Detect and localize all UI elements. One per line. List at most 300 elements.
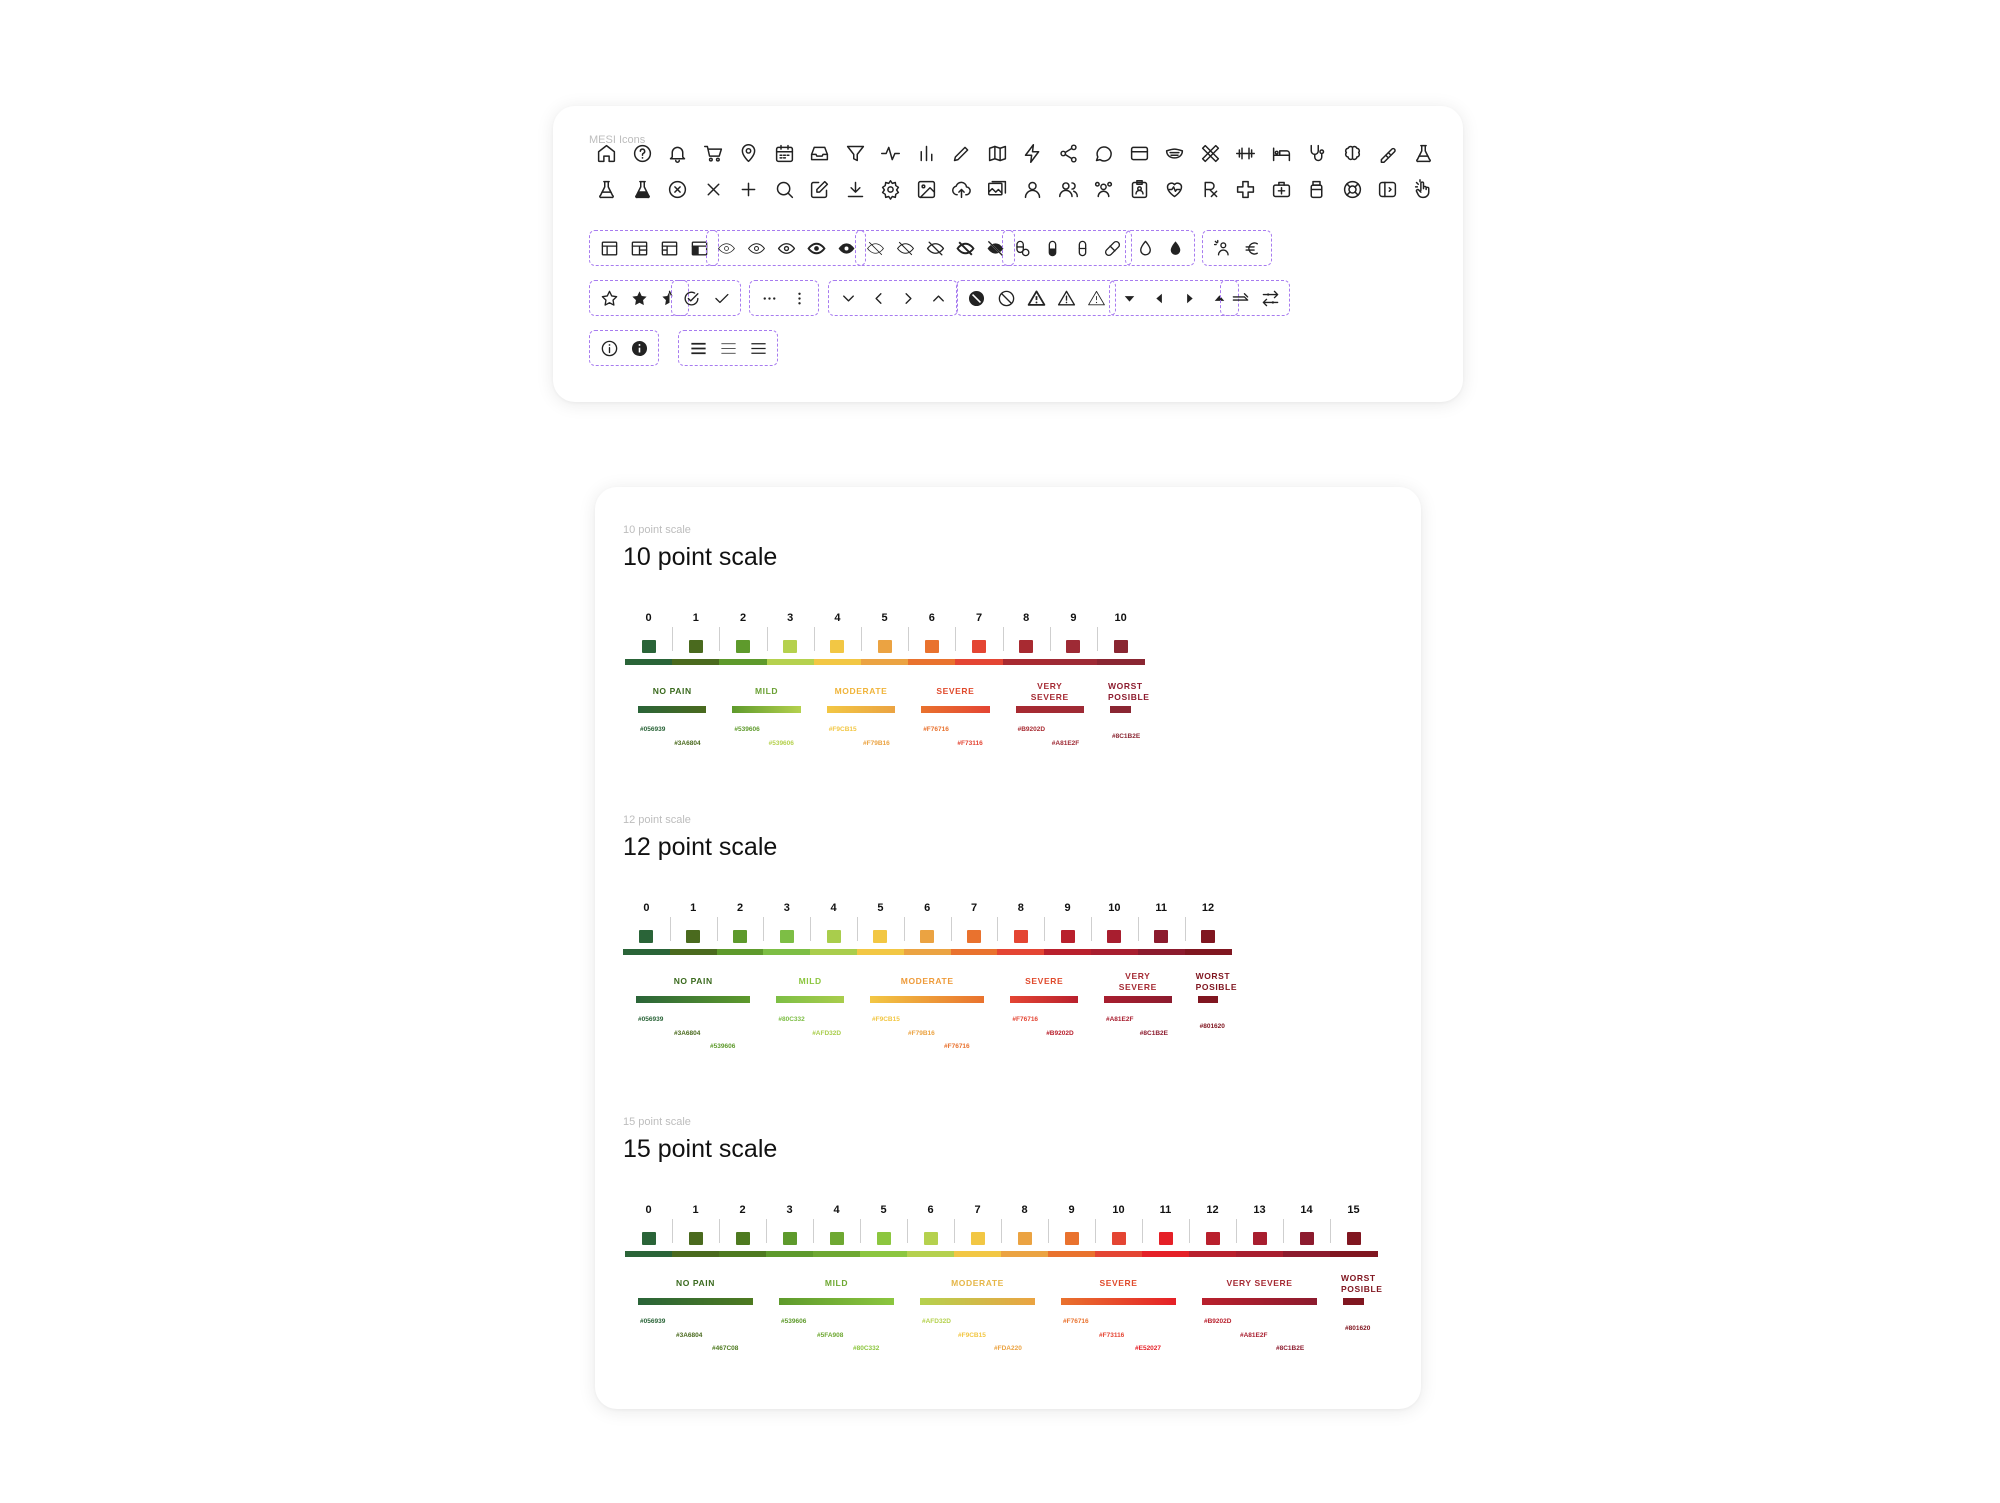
scale-bar-segment [766, 1251, 814, 1257]
scale-category-bar [1010, 996, 1078, 1003]
scale-bar-segment [719, 659, 767, 665]
scale-category-label: VERY SEVERE [1118, 971, 1157, 992]
beaker-filled-icon [625, 174, 661, 204]
scale-hex-code: #056939 [638, 1016, 664, 1023]
eye-thin-icon [711, 233, 741, 263]
star-outline-icon [594, 283, 624, 313]
scale-bar-segment [672, 659, 720, 665]
scale-bar-segment [1044, 949, 1091, 955]
heart-monitor-icon [1157, 174, 1193, 204]
edit-icon [802, 174, 838, 204]
scale-color-swatch[interactable] [780, 930, 794, 943]
calendar-icon [767, 138, 803, 168]
credit-card-icon [1122, 138, 1158, 168]
scale-hex-code: #80C332 [778, 1016, 805, 1023]
scale-point-label: 7 [974, 1204, 981, 1216]
scale-point-label: 9 [1070, 612, 1077, 624]
scale-hex-code: #F79B16 [863, 739, 890, 747]
scale-bar-segment [813, 1251, 861, 1257]
scale-point-label: 2 [736, 902, 744, 914]
scale-category-label: SEVERE [1099, 1278, 1138, 1288]
scale-hex-code: #539606 [734, 726, 760, 733]
scale-color-swatch[interactable] [1061, 930, 1075, 943]
scale-hex-code: #A81E2F [1051, 739, 1080, 747]
scale-color-swatch[interactable] [1066, 640, 1080, 653]
scale-bar-segment [1001, 1251, 1049, 1257]
first-aid-kit-icon [1264, 174, 1300, 204]
scale-divider [1050, 627, 1051, 651]
scale-point-label: 8 [1021, 1204, 1028, 1216]
scale-divider [719, 627, 720, 651]
scale-divider [1185, 917, 1186, 941]
scale-point-label: 8 [1023, 612, 1030, 624]
check-circle-icon [676, 283, 706, 313]
scale-divider [1283, 1219, 1284, 1243]
scale-hex-code: #AFD32D [812, 1029, 842, 1037]
scale-color-swatch[interactable] [689, 1232, 703, 1245]
scale-category-bar [636, 996, 750, 1003]
eye-off-group [855, 230, 1015, 266]
scale-color-swatch[interactable] [877, 1232, 891, 1245]
scale-divider [997, 917, 998, 941]
scale-divider [717, 917, 718, 941]
scale-hex-code: #467C08 [712, 1345, 739, 1352]
toggle-panel-icon [1370, 174, 1406, 204]
scale-color-swatch[interactable] [733, 930, 747, 943]
scale-point-label: 4 [834, 612, 841, 624]
user-group-icon [1086, 174, 1122, 204]
scale-divider [766, 1219, 767, 1243]
layout-1-icon [594, 233, 624, 263]
scale-color-swatch[interactable] [830, 640, 844, 653]
caret-down-icon [1114, 283, 1144, 313]
scale-divider [1095, 1219, 1096, 1243]
scale-hex-code: #F9CB15 [958, 1331, 986, 1339]
chevron-group [828, 280, 958, 316]
scale-hex-code: #F9CB15 [872, 1016, 900, 1023]
scale-category-bar [1343, 1298, 1364, 1305]
scale-point-label: 10 [1112, 1204, 1125, 1216]
scale-divider [814, 627, 815, 651]
scale-divider [763, 917, 764, 941]
settings-icon [873, 174, 909, 204]
scale-color-swatch[interactable] [1107, 930, 1121, 943]
scale-hex-code: #539606 [768, 739, 794, 747]
scale-bar-segment [1330, 1251, 1378, 1257]
scale-point-label: 9 [1068, 1204, 1075, 1216]
scale-bar-segment [860, 1251, 908, 1257]
scale-title: 15 point scale [623, 1135, 778, 1163]
id-badge-icon [1122, 174, 1158, 204]
scale-point-label: 11 [1159, 1204, 1172, 1216]
drop-filled-icon [1160, 233, 1190, 263]
chevron-down-icon [833, 283, 863, 313]
users-icon [1051, 174, 1087, 204]
scale-bar-segment [1138, 949, 1185, 955]
scale-point-label: 2 [739, 612, 747, 624]
scale-point-label: 3 [783, 902, 790, 914]
scale-color-swatch[interactable] [830, 1232, 844, 1245]
scale-bar-segment [767, 659, 815, 665]
scale-point-label: 6 [928, 612, 935, 624]
scale-bar-segment [904, 949, 951, 955]
scale-category-bar [638, 1298, 753, 1305]
menu-group [678, 330, 778, 366]
scale-category-label: VERY SEVERE [1226, 1278, 1293, 1288]
scale-color-swatch[interactable] [971, 1232, 985, 1245]
bed-icon [1264, 138, 1300, 168]
scale-divider [861, 627, 862, 651]
scale-divider [951, 917, 952, 941]
scale-color-swatch[interactable] [1019, 640, 1033, 653]
scale-point-label: 13 [1253, 1204, 1266, 1216]
upload-cloud-icon [944, 174, 980, 204]
scale-title: 10 point scale [623, 543, 778, 571]
menu-light-icon [713, 333, 743, 363]
scale-category-label: MODERATE [900, 976, 954, 986]
scale-color-swatch[interactable] [1014, 930, 1028, 943]
scale-hex-code: #3A6804 [676, 1331, 703, 1339]
stethoscope-icon [1299, 138, 1335, 168]
chevron-left-icon [863, 283, 893, 313]
scale-color-swatch[interactable] [1114, 640, 1128, 653]
medical-cross-icon [1228, 174, 1264, 204]
scale-color-swatch[interactable] [639, 930, 653, 943]
scale-bar-segment [672, 1251, 720, 1257]
scale-color-swatch[interactable] [924, 1232, 938, 1245]
scale-divider [672, 1219, 673, 1243]
scale-hex-code: #F73116 [1099, 1331, 1125, 1339]
scale-bar-segment [625, 659, 673, 665]
info-filled-icon [624, 333, 654, 363]
scale-divider [857, 917, 858, 941]
search-icon [767, 174, 803, 204]
scale-hex-code: #F76716 [1012, 1016, 1039, 1023]
scale-caption: 12 point scale [623, 814, 691, 826]
scale-caption: 10 point scale [623, 524, 691, 536]
scale-point-label: 4 [833, 1204, 840, 1216]
scale-hex-code: #A81E2F [1106, 1016, 1134, 1023]
scale-point-label: 11 [1155, 902, 1167, 914]
map-icon [980, 138, 1016, 168]
scale-color-swatch[interactable] [689, 640, 703, 653]
scale-category-label: SEVERE [1025, 976, 1064, 986]
chevron-up-icon [923, 283, 953, 313]
scale-bar-segment [717, 949, 764, 955]
pills-icon [1007, 233, 1037, 263]
scale-hex-code: #801620 [1199, 1023, 1225, 1030]
scale-category-bar [827, 706, 895, 713]
arrows-group [1220, 280, 1290, 316]
info-group [589, 330, 659, 366]
scale-color-swatch[interactable] [1253, 1232, 1267, 1245]
scale-category-bar [776, 996, 844, 1003]
scale-bar-segment [810, 949, 857, 955]
scale-point-label: 15 [1347, 1204, 1360, 1216]
layout-3-icon [654, 233, 684, 263]
scale-hex-code: #FDA220 [994, 1345, 1022, 1352]
scale-color-swatch[interactable] [878, 640, 892, 653]
scale-hex-code: #8C1B2E [1112, 733, 1141, 740]
scale-divider [1048, 1219, 1049, 1243]
scale-bar-segment [1095, 1251, 1143, 1257]
scale-point-label: 6 [924, 902, 931, 914]
map-pin-icon [731, 138, 767, 168]
scale-divider [1003, 627, 1004, 651]
pen-icon [944, 138, 980, 168]
scale-category-label: WORST POSIBLE [1195, 971, 1238, 992]
scale-category-bar [920, 1298, 1035, 1305]
scale-divider [1236, 1219, 1237, 1243]
scale-divider [719, 1219, 720, 1243]
scale-hex-code: #F73116 [957, 739, 983, 747]
hand-pointer-icon [1406, 174, 1442, 204]
scale-bar-segment [997, 949, 1044, 955]
scale-hex-code: #056939 [640, 726, 666, 733]
scale-hex-code: #8C1B2E [1276, 1345, 1305, 1352]
drop-group [1125, 230, 1195, 266]
check-group [671, 280, 741, 316]
cart-icon [696, 138, 732, 168]
scale-divider [810, 917, 811, 941]
scale-bar-segment [861, 659, 909, 665]
scale-point-label: 12 [1201, 902, 1215, 914]
scale-color-swatch[interactable] [972, 640, 986, 653]
scale-category-label: MILD [824, 1278, 849, 1288]
pill-diagonal-icon [1097, 233, 1127, 263]
scale-category-bar [779, 1298, 894, 1305]
scale-category-label: NO PAIN [652, 686, 692, 696]
scale-category-bar [638, 706, 706, 713]
scale-divider [1044, 917, 1045, 941]
scale-divider [860, 1219, 861, 1243]
scale-divider [1142, 1219, 1143, 1243]
more-group [749, 280, 819, 316]
transfer-icon [1255, 283, 1285, 313]
scale-point-label: 0 [645, 612, 652, 624]
icons-card-caption: MESI Icons [589, 134, 646, 146]
person-sparkle-icon [1207, 233, 1237, 263]
icon-row-2 [589, 174, 1441, 204]
share-icon [1051, 138, 1087, 168]
scale-bar-segment [719, 1251, 767, 1257]
scale-point-label: 0 [643, 902, 650, 914]
eye-bold-icon [801, 233, 831, 263]
warning-light-icon [1081, 283, 1111, 313]
icons-card [553, 106, 1463, 402]
scale-hex-code: #E52027 [1135, 1345, 1162, 1352]
scale-hex-code: #539606 [710, 1043, 736, 1050]
scale-color-swatch[interactable] [873, 930, 887, 943]
scale-divider [1097, 627, 1098, 651]
scale-divider [954, 1219, 955, 1243]
scale-point-label: 3 [787, 612, 794, 624]
scale-point-label: 0 [645, 1204, 652, 1216]
scale-bar-segment [1003, 659, 1051, 665]
scale-category-bar [1016, 706, 1084, 713]
scale-divider [813, 1219, 814, 1243]
scale-hex-code: #539606 [781, 1318, 807, 1325]
scale-color-swatch[interactable] [827, 930, 841, 943]
medicine-bottle-icon [1299, 174, 1335, 204]
scale-category-label: NO PAIN [673, 976, 713, 986]
scale-hex-code: #8C1B2E [1139, 1029, 1168, 1037]
scale-bar-segment [623, 949, 670, 955]
scale-hex-code: #F9CB15 [828, 726, 857, 733]
thermometer-icon [1370, 138, 1406, 168]
scale-color-swatch[interactable] [1201, 930, 1215, 943]
scale-bar-segment [908, 659, 956, 665]
scale-divider [672, 627, 673, 651]
dumbbell-icon [1228, 138, 1264, 168]
capsule-filled-icon [1037, 233, 1067, 263]
eye-off-light-icon [890, 233, 920, 263]
prescription-icon [1193, 174, 1229, 204]
scale-point-label: 9 [1064, 902, 1071, 914]
scale-point-label: 10 [1108, 902, 1121, 914]
scale-color-swatch[interactable] [642, 640, 656, 653]
mask-icon [1157, 138, 1193, 168]
menu-bold-icon [683, 333, 713, 363]
scale-category-bar [921, 706, 989, 713]
misc-group [1202, 230, 1272, 266]
scale-category-bar [870, 996, 984, 1003]
scale-color-swatch[interactable] [1112, 1232, 1126, 1245]
message-circle-icon [1086, 138, 1122, 168]
scale-category-label: MODERATE [834, 686, 888, 696]
eye-group [706, 230, 866, 266]
caret-right-icon [1174, 283, 1204, 313]
scale-bar-segment [763, 949, 810, 955]
download-icon [838, 174, 874, 204]
scale-color-swatch[interactable] [1347, 1232, 1361, 1245]
scale-hex-code: #F76716 [1063, 1318, 1089, 1325]
scale-hex-code: #801620 [1345, 1325, 1371, 1332]
scale-divider [1091, 917, 1092, 941]
scale-color-swatch[interactable] [783, 1232, 797, 1245]
scale-category-bar [1104, 996, 1172, 1003]
scale-category-label: SEVERE [936, 686, 975, 696]
scale-bar-segment [951, 949, 998, 955]
scale-point-label: 2 [739, 1204, 746, 1216]
pill-group [1002, 230, 1132, 266]
layout-2-icon [624, 233, 654, 263]
block-outline-icon [991, 283, 1021, 313]
scale-category-label: WORST POSIBLE [1341, 1273, 1383, 1294]
scale-point-label: 10 [1114, 612, 1127, 624]
scale-color-swatch[interactable] [1065, 1232, 1079, 1245]
scale-bar-segment [1283, 1251, 1331, 1257]
image-icon [909, 174, 945, 204]
scale-hex-code: #3A6804 [674, 1029, 701, 1037]
scale-color-swatch[interactable] [686, 930, 700, 943]
scale-color-swatch[interactable] [1154, 930, 1168, 943]
scale-divider [904, 917, 905, 941]
more-horizontal-icon [754, 283, 784, 313]
close-icon [696, 174, 732, 204]
bell-icon [660, 138, 696, 168]
chevron-right-icon [893, 283, 923, 313]
scale-bar-segment [670, 949, 717, 955]
scale-color-swatch[interactable] [967, 930, 981, 943]
warning-bold-icon [1021, 283, 1051, 313]
scale-hex-code: #056939 [640, 1318, 666, 1325]
scale-color-swatch[interactable] [925, 640, 939, 653]
scale-color-swatch[interactable] [920, 930, 934, 943]
star-filled-icon [624, 283, 654, 313]
scale-category-label: MILD [754, 686, 779, 696]
block-filled-icon [961, 283, 991, 313]
scale-color-swatch[interactable] [1206, 1232, 1220, 1245]
scale-bar-segment [857, 949, 904, 955]
scale-point-label: 1 [690, 902, 697, 914]
scale-point-label: 14 [1300, 1204, 1313, 1216]
scale-color-swatch[interactable] [783, 640, 797, 653]
scale-category-label: MILD [798, 976, 822, 986]
scale-color-swatch[interactable] [1159, 1232, 1173, 1245]
beaker-outline-icon [589, 174, 625, 204]
drop-outline-icon [1130, 233, 1160, 263]
caret-left-icon [1144, 283, 1174, 313]
scale-hex-code: #F79B16 [908, 1029, 935, 1037]
scale-point-label: 6 [927, 1204, 934, 1216]
scale-category-label: VERY SEVERE [1030, 681, 1069, 702]
scale-bar-segment [955, 659, 1003, 665]
scale-color-swatch[interactable] [642, 1232, 656, 1245]
scale-hex-code: #F76716 [923, 726, 949, 733]
bandage-icon [1193, 138, 1229, 168]
more-vertical-icon [784, 283, 814, 313]
home-icon [589, 138, 625, 168]
scale-hex-code: #3A6804 [674, 739, 701, 747]
scale-bar-segment [625, 1251, 673, 1257]
scale-bar-segment [1185, 949, 1232, 955]
scale-divider [670, 917, 671, 941]
close-circle-icon [660, 174, 696, 204]
scale-point-label: 1 [692, 612, 699, 624]
inbox-icon [802, 138, 838, 168]
scale-caption: 15 point scale [623, 1116, 691, 1128]
scale-category-bar [1061, 1298, 1176, 1305]
euro-icon [1237, 233, 1267, 263]
menu-regular-icon [743, 333, 773, 363]
scale-point-label: 7 [975, 612, 983, 624]
scale-divider [1001, 1219, 1002, 1243]
scale-color-swatch[interactable] [736, 1232, 750, 1245]
eye-light-icon [741, 233, 771, 263]
scale-bar-segment [814, 659, 862, 665]
plus-icon [731, 174, 767, 204]
brain-icon [1335, 138, 1371, 168]
scale-color-swatch[interactable] [736, 640, 750, 653]
scale-color-swatch[interactable] [1300, 1232, 1314, 1245]
scale-bar-segment [1050, 659, 1098, 665]
scale-point-label: 7 [970, 902, 978, 914]
alert-group [956, 280, 1116, 316]
icon-row-1 [589, 138, 1441, 168]
capsule-outline-icon [1067, 233, 1097, 263]
scale-bar-segment [1189, 1251, 1237, 1257]
activity-icon [873, 138, 909, 168]
scale-category-label: MODERATE [951, 1278, 1004, 1288]
scale-category-label: WORST POSIBLE [1108, 681, 1150, 702]
scale-bar-segment [1048, 1251, 1096, 1257]
scale-color-swatch[interactable] [1018, 1232, 1032, 1245]
scale-category-bar [1110, 706, 1131, 713]
scale-bar-segment [1236, 1251, 1284, 1257]
scale-hex-code: #A81E2F [1240, 1331, 1268, 1339]
scale-category-bar [732, 706, 800, 713]
